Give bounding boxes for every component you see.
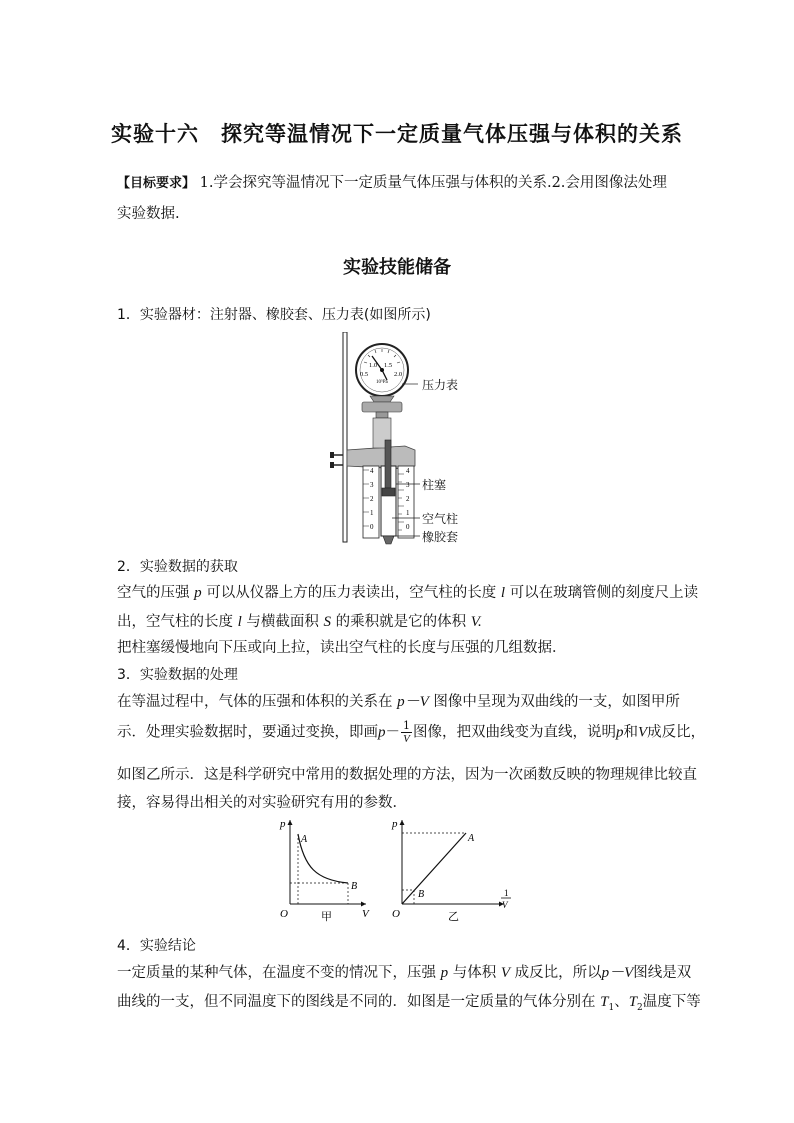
item2-line-2: 出，空气柱的长度 l 与横截面积 S 的乘积就是它的体积 V. <box>117 614 482 630</box>
plunger <box>382 488 395 496</box>
item4-line-2: 曲线的一支，但不同温度下的图线是不同的．如图是一定质量的气体分别在 $T_1$、$T_2$温度下等 <box>117 994 701 1013</box>
gauge-tick-1: 0.5 <box>360 371 369 378</box>
jia-y-label: p <box>280 818 286 830</box>
rubber-cap <box>383 536 394 544</box>
yi-origin: O <box>392 908 400 920</box>
item4-heading: 4．实验结论 <box>117 938 196 954</box>
plunger-label: 柱塞 <box>422 478 447 492</box>
goal-paragraph <box>117 168 679 229</box>
linear-line <box>402 833 466 904</box>
item3-line-4: 接，容易得出相关的对实验研究有用的参数． <box>117 795 407 811</box>
scale-num-1: 1 <box>370 509 374 517</box>
scale-right-num-4: 4 <box>406 467 410 475</box>
item1-heading: 1．实验器材：注射器、橡胶套、压力表(如图所示) <box>117 307 431 323</box>
item2-heading: 2．实验数据的获取 <box>117 559 238 575</box>
yi-point-b: B <box>418 889 425 900</box>
gauge-tick-3: 1.5 <box>384 362 393 369</box>
yi-y-label: p <box>392 818 398 830</box>
section-title: 实验技能储备 <box>343 257 451 278</box>
scale-num-4: 4 <box>370 467 374 475</box>
plunger-rod <box>385 440 391 488</box>
scale-num-3: 3 <box>370 481 374 489</box>
item2-line-3: 把柱塞缓慢地向下压或向上拉，读出空气柱的长度与压强的几组数据． <box>117 640 567 656</box>
item4-line-1: 一定质量的某种气体，在温度不变的情况下，压强 p 与体积 V 成反比，所以p－V图线是双 <box>117 965 692 981</box>
clamp-screws-icon <box>330 452 343 468</box>
gauge-label: 压力表 <box>422 378 459 392</box>
goal-text: 1.学会探究等温情况下一定质量气体压强与体积的关系.2.会用图像法处理实验数据. <box>117 175 667 222</box>
item3-heading: 3．实验数据的处理 <box>117 667 238 683</box>
jia-point-a: A <box>301 834 308 845</box>
scale-right-num-2: 2 <box>406 495 410 503</box>
scale-right-num-3: 3 <box>406 481 410 489</box>
jia-caption: 甲 <box>321 911 332 922</box>
item2-line-1: 空气的压强 p 可以从仪器上方的压力表读出，空气柱的长度 l 可以在玻璃管侧的刻度尺上读 <box>117 585 699 601</box>
scale-num-2: 2 <box>370 495 374 503</box>
gauge-unit: 10⁵Pa <box>376 380 388 385</box>
scale-num-0: 0 <box>370 523 374 531</box>
yi-x-numerator: 1 <box>504 888 509 898</box>
item3-line-2: 示．处理实验数据时，要通过变换，即画p－ $\frac{1}{V}$ 图像，把双曲线变为直线，说明p和V成反比， <box>117 719 706 745</box>
inverse-v-fraction: $\frac{1}{V}$ <box>403 719 410 745</box>
jia-origin: O <box>280 908 288 920</box>
scale-right-num-0: 0 <box>406 523 410 531</box>
yi-caption: 乙 <box>448 911 459 922</box>
rubber-cap-label: 橡胶套 <box>422 530 459 544</box>
pressure-gauge-icon <box>356 344 408 396</box>
chart-yi <box>388 812 518 922</box>
yi-x-denominator: V <box>502 900 508 910</box>
jia-x-label: V <box>362 908 369 920</box>
gauge-tick-2: 1.0 <box>369 362 378 369</box>
jia-point-b: B <box>351 881 358 892</box>
air-column-label: 空气柱 <box>422 512 459 526</box>
item3-line-1: 在等温过程中，气体的压强和体积的关系在 p－V 图像中呈现为双曲线的一支，如图甲所 <box>117 694 680 710</box>
item3-line-3: 如图乙所示．这是科学研究中常用的数据处理的方法，因为一次函数反映的物理规律比较直 <box>117 767 697 783</box>
goal-label: 【目标要求】 <box>117 176 196 191</box>
chart-jia <box>276 812 376 922</box>
stand-rod <box>343 332 347 542</box>
gauge-tick-4: 2.0 <box>394 371 403 378</box>
page-title: 实验十六 探究等温情况下一定质量气体压强与体积的关系 <box>111 122 683 146</box>
scale-right-num-1: 1 <box>406 509 410 517</box>
yi-point-a: A <box>468 833 475 844</box>
